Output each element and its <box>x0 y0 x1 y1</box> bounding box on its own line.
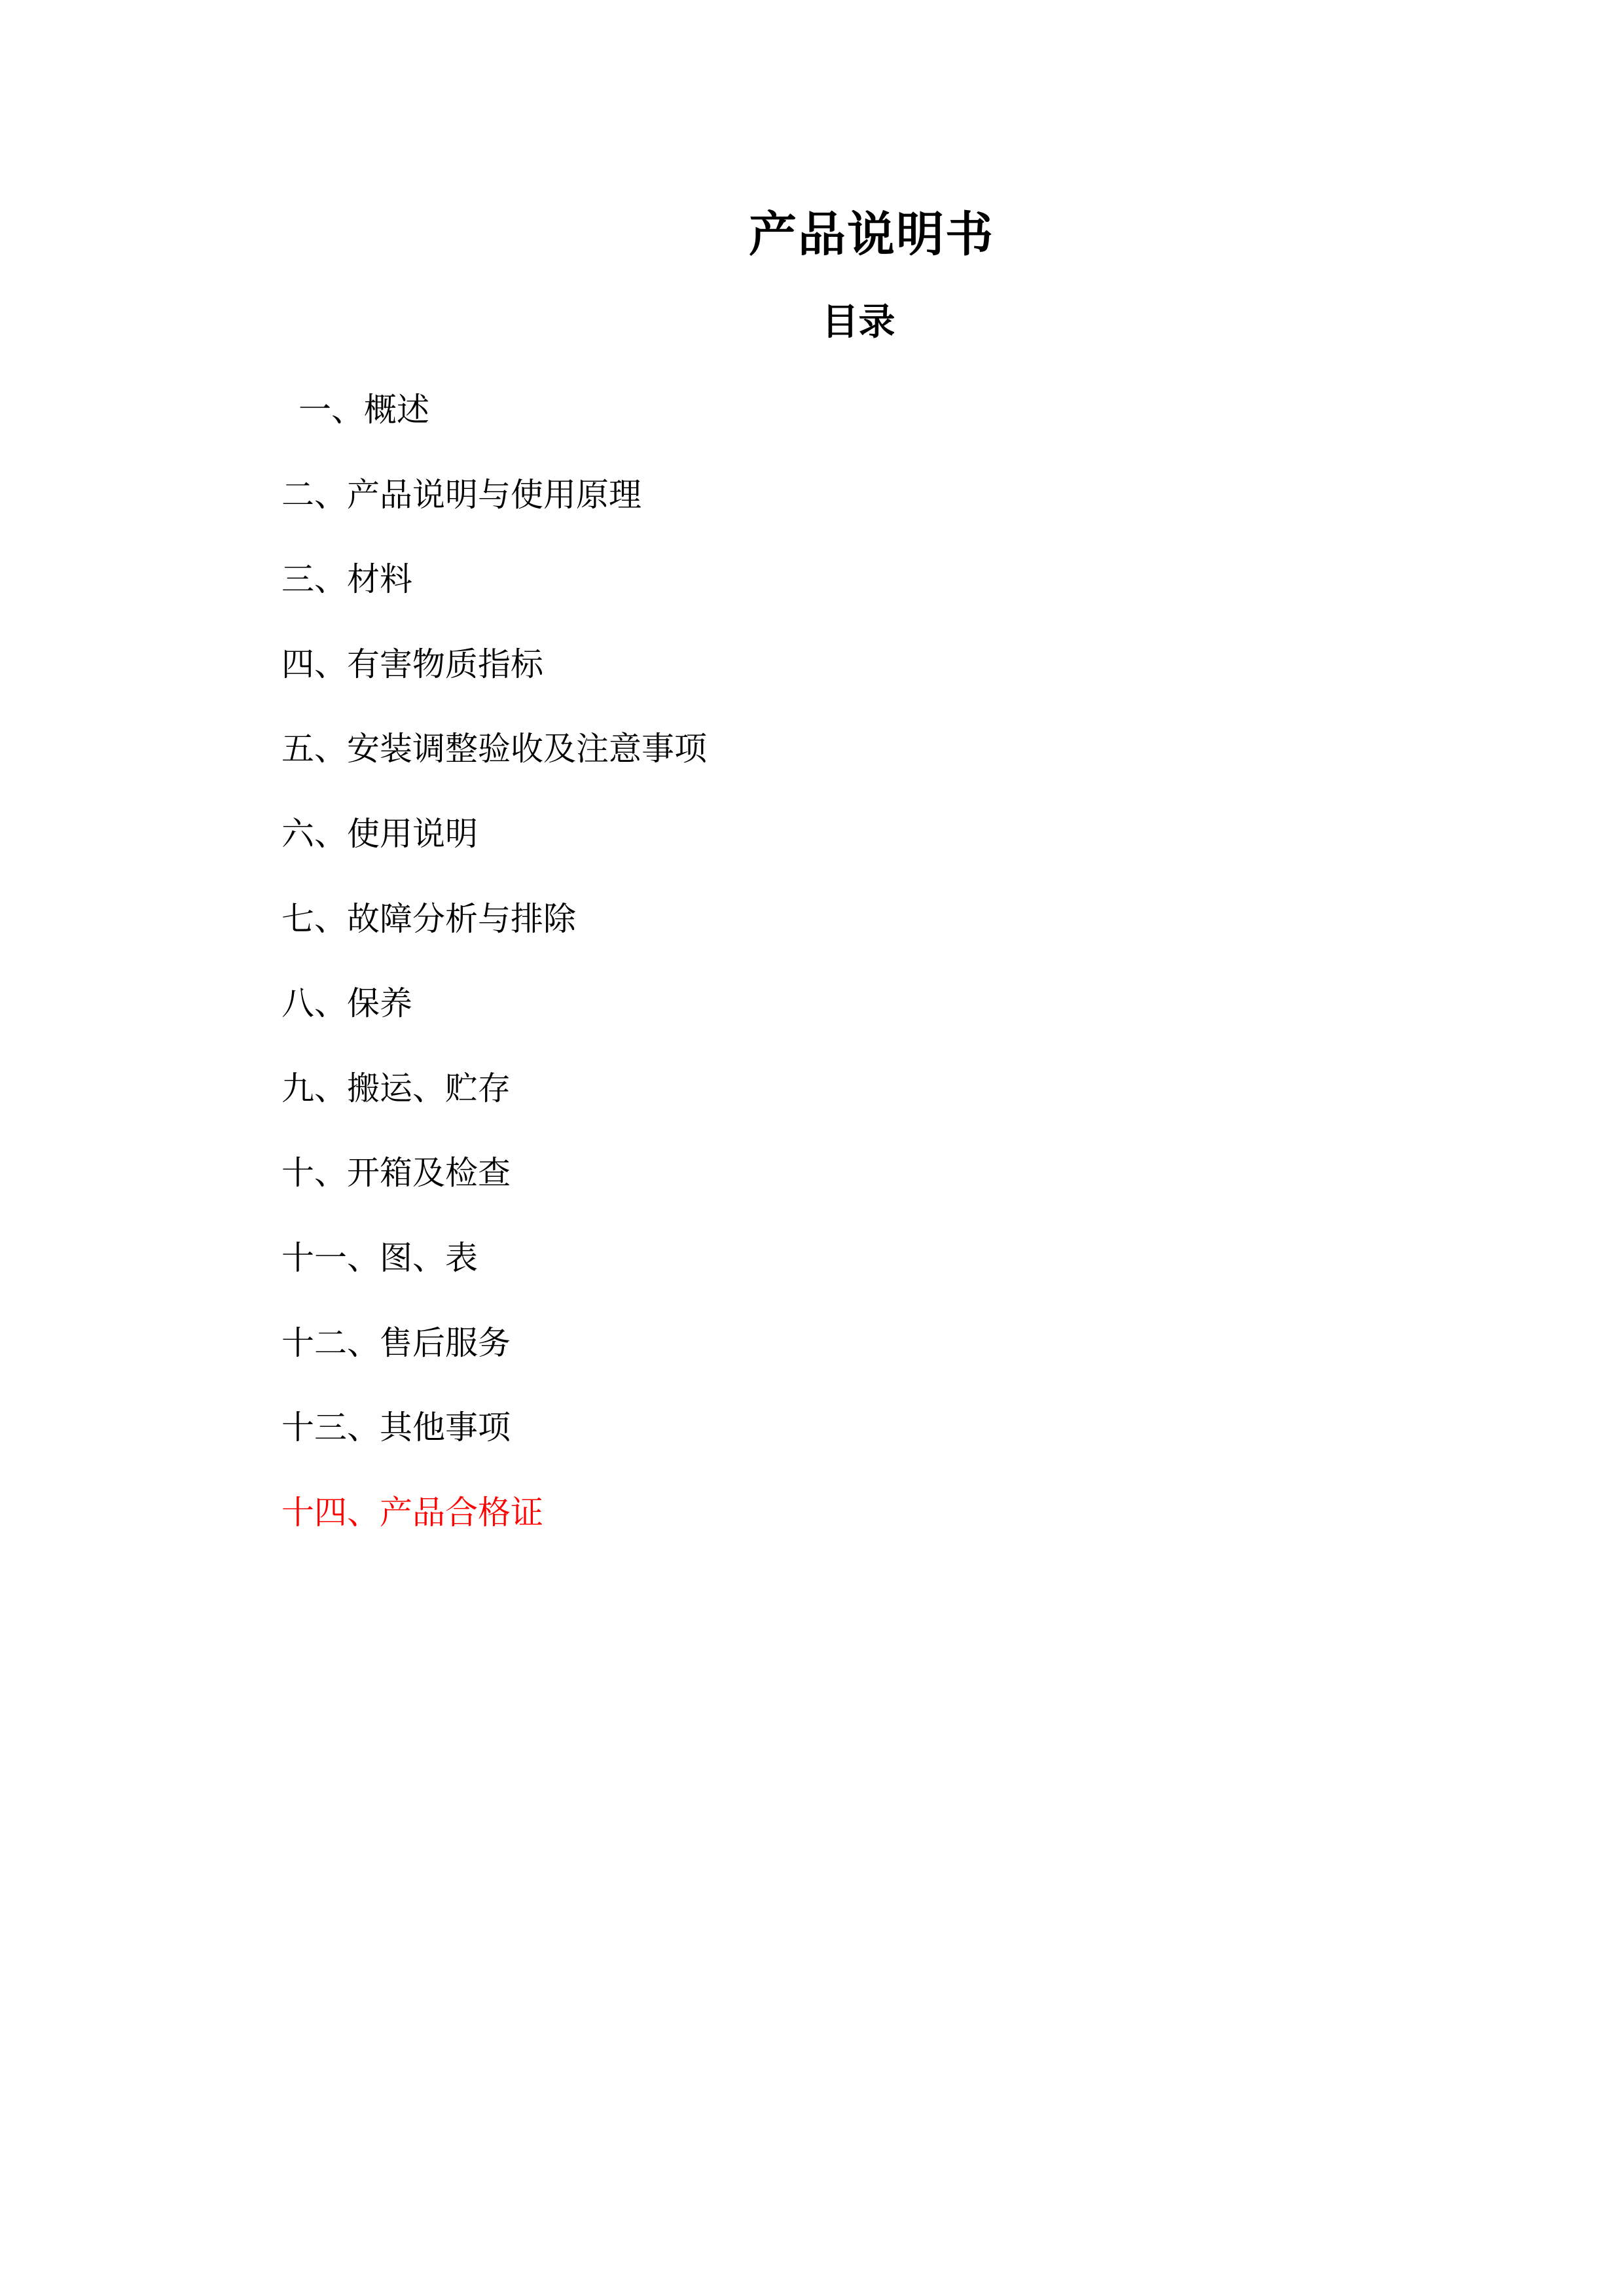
toc-item-10: 十、开箱及检查 <box>281 1155 511 1192</box>
toc-list <box>0 368 1624 1555</box>
toc-item-9: 九、搬运、贮存 <box>281 1069 511 1107</box>
toc-item-7: 七、故障分析与排除 <box>281 900 576 937</box>
toc-item-13: 十三、其他事项 <box>281 1409 511 1446</box>
toc-item-2: 二、产品说明与使用原理 <box>281 476 641 513</box>
toc-heading: 目录 <box>821 301 895 342</box>
toc-item-1: 一、概述 <box>298 391 429 428</box>
toc-item-14: 十四、产品合格证 <box>281 1494 543 1531</box>
page-title: 产品说明书 <box>749 208 994 261</box>
toc-item-4: 四、有害物质指标 <box>281 645 543 683</box>
toc-item-11: 十一、图、表 <box>281 1239 478 1276</box>
toc-item-5: 五、安装调整验收及注意事项 <box>281 730 707 768</box>
toc-item-6: 六、使用说明 <box>281 815 478 852</box>
toc-item-12: 十二、售后服务 <box>281 1324 511 1361</box>
toc-item-3: 三、材料 <box>281 561 412 598</box>
toc-item-8: 八、保养 <box>281 985 412 1022</box>
